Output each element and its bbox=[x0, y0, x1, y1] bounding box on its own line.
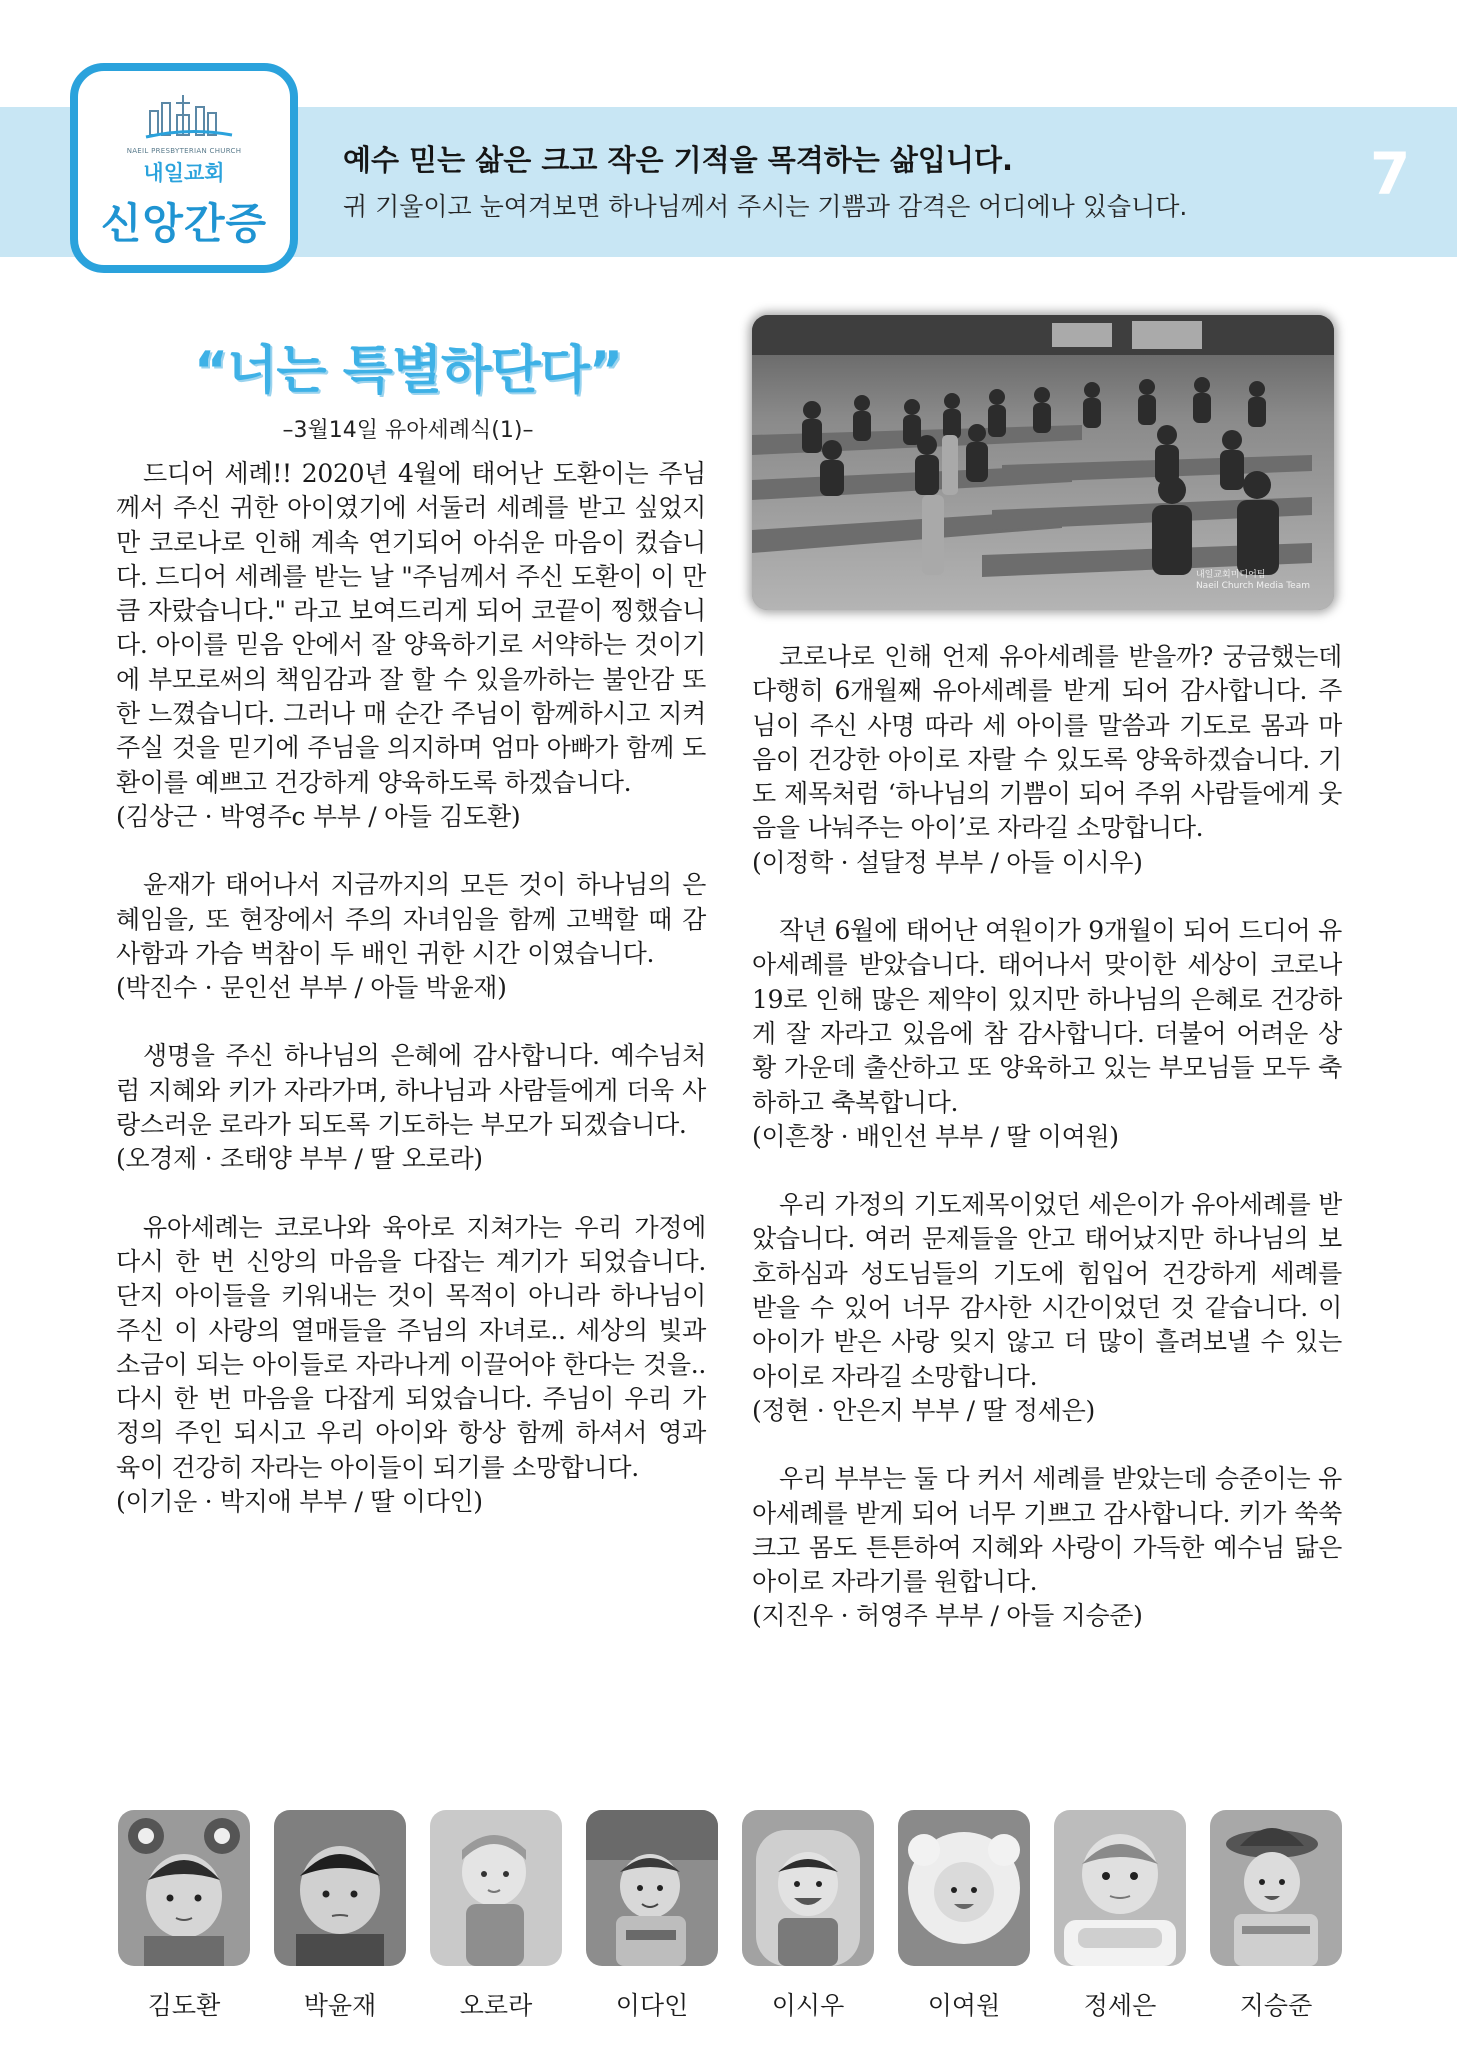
category-label: 신앙간증 bbox=[100, 199, 268, 248]
child-name: 정세은 bbox=[1083, 1991, 1157, 2020]
child-name: 오로라 bbox=[459, 1991, 533, 2020]
testimony-text: 유아세례는 코로나와 육아로 지쳐가는 우리 가정에 다시 한 번 신앙의 마음을 다잡는 계기가 되었습니다. 단지 아이들을 키워내는 것이 목적이 아니라 하나님이 주신 이 사랑의 열매들을 주님의 자녀로.. 세상의 빛과 소금이 되는 아이들로 자라나게 이끌어야 한다는 것을.. 다시 한 번 마음을 다잡게 되었습니다. 주님이 우리 가정의 주인 되시고 우리 아이와 항상 함께 하셔서 영과 육이 건강히 자라는 아이들이 되기를 소망합니다. bbox=[116, 1212, 706, 1482]
baptism-ceremony-photo bbox=[752, 315, 1334, 610]
photo-credit bbox=[1196, 570, 1310, 592]
testimony-signature: (정현 · 안은지 부부 / 딸 정세은) bbox=[752, 1395, 1095, 1425]
child-name: 이시우 bbox=[771, 1991, 845, 2020]
testimony-text: 우리 부부는 둘 다 커서 세례를 받았는데 승준이는 유아세례를 받게 되어 너무 기쁘고 감사합니다. 키가 쑥쑥 크고 몸도 튼튼하여 지혜와 사랑이 가득한 예수님 닮은 아이로 자라기를 원합니다. bbox=[752, 1464, 1342, 1597]
photo-credit-ko: 내일교회미디어팀 bbox=[1195, 570, 1266, 580]
testimony bbox=[752, 1188, 1342, 1428]
child-photo-5 bbox=[742, 1810, 874, 1966]
child-portrait-image bbox=[586, 1810, 718, 1966]
article-subtitle: –3월14일 유아세례식(1)– bbox=[282, 418, 534, 443]
testimony-signature: (이정학 · 설달정 부부 / 아들 이시우) bbox=[752, 847, 1143, 877]
child-portrait-image bbox=[274, 1810, 406, 1966]
child-photo-8 bbox=[1210, 1810, 1342, 1966]
page-number: 7 bbox=[1370, 140, 1411, 208]
child-photo-7 bbox=[1054, 1810, 1186, 1966]
testimony-signature: (박진수 · 문인선 부부 / 아들 박윤재) bbox=[116, 973, 507, 1003]
testimony-signature: (이기운 · 박지애 부부 / 딸 이다인) bbox=[116, 1487, 483, 1517]
testimony-text: 우리 가정의 기도제목이었던 세은이가 유아세례를 받았습니다. 여러 문제들을 안고 태어났지만 하나님의 보호하심과 성도님들의 기도에 힘입어 건강하게 세례를 받을 수 있어 너무 감사한 시간이었던 것 같습니다. 이 아이가 받은 사랑 잊지 않고 더 많이 흘려보낼 수 있는 아이로 자라길 소망합니다. bbox=[752, 1190, 1342, 1391]
testimony-signature: (오경제 · 조태양 부부 / 딸 오로라) bbox=[116, 1144, 483, 1174]
child-portrait-image bbox=[430, 1810, 562, 1966]
testimony bbox=[116, 1211, 706, 1520]
logo-name: 내일교회 bbox=[143, 161, 225, 185]
article-title: “너는 특별하단다” bbox=[193, 341, 623, 401]
child-portrait-image bbox=[1210, 1810, 1342, 1966]
testimony bbox=[116, 457, 706, 834]
child-name: 이여원 bbox=[927, 1991, 1001, 2020]
testimony-text: 작년 6월에 태어난 여원이가 9개월이 되어 드디어 유아세례를 받았습니다. 태어나서 맞이한 세상이 코로나19로 인해 많은 제약이 있지만 하나님의 은혜로 건강하게 잘 자라고 있음에 참 감사합니다. 더불어 어려운 상황 가운데 출산하고 또 양육하고 있는 부모님들 모두 축하하고 축복합니다. bbox=[752, 916, 1342, 1117]
child-photo-1 bbox=[118, 1810, 250, 1966]
child-portrait-image bbox=[118, 1810, 250, 1966]
child-portrait-image bbox=[898, 1810, 1030, 1966]
testimony-signature: (이흔창 · 배인선 부부 / 딸 이여원) bbox=[752, 1121, 1119, 1151]
photo-credit-en: Naeil Church Media Team bbox=[1195, 581, 1310, 591]
header-headline: 예수 믿는 삶은 크고 작은 기적을 목격하는 삶입니다. bbox=[343, 143, 1013, 177]
testimony bbox=[116, 1039, 706, 1176]
testimony bbox=[752, 640, 1342, 880]
child-photo-6 bbox=[898, 1810, 1030, 1966]
child-photo-4 bbox=[586, 1810, 718, 1966]
church-skyline-icon bbox=[144, 93, 234, 143]
testimony-text: 코로나로 인해 언제 유아세례를 받을까? 궁금했는데 다행히 6개월째 유아세례를 받게 되어 감사합니다. 주님이 주신 사명 따라 세 아이를 말씀과 기도로 몸과 마음이 건강한 아이로 자랄 수 있도록 양육하겠습니다. 기도 제목처럼 ‘하나님의 기쁨이 되어 주위 사람들에게 웃음을 나눠주는 아이’로 자라길 소망합니다. bbox=[752, 642, 1342, 843]
category-badge bbox=[70, 63, 298, 273]
child-name: 박윤재 bbox=[303, 1991, 377, 2020]
testimony-text: 윤재가 태어나서 지금까지의 모든 것이 하나님의 은혜임을, 또 현장에서 주의 자녀임을 함께 고백할 때 감사함과 가슴 벅참이 두 배인 귀한 시간 이였습니다. bbox=[116, 870, 706, 968]
testimony-text: 드디어 세례!! 2020년 4월에 태어난 도환이는 주님께서 주신 귀한 아이였기에 서둘러 세례를 받고 싶었지만 코로나로 인해 계속 연기되어 아쉬운 마음이 컸습니다. 드디어 세례를 받는 날 "주님께서 주신 도환이 이 만큼 자랐습니다." 라고 보여드리게 되어 코끝이 찡했습니다. 아이를 믿음 안에서 잘 양육하기로 서약하는 것이기에 부모로써의 책임감과 잘 할 수 있을까하는 불안감 또한 느꼈습니다. 그러나 매 순간 주님이 함께하시고 지켜주실 것을 믿기에 주님을 의지하며 엄마 아빠가 함께 도환이를 예쁘고 건강하게 양육하도록 하겠습니다. bbox=[116, 459, 706, 797]
church-interior-image bbox=[752, 315, 1334, 610]
testimony bbox=[752, 1462, 1342, 1633]
testimony-text: 생명을 주신 하나님의 은혜에 감사합니다. 예수님처럼 지혜와 키가 자라가며, 하나님과 사람들에게 더욱 사랑스러운 로라가 되도록 기도하는 부모가 되겠습니다. bbox=[116, 1041, 706, 1140]
child-portrait-image bbox=[1054, 1810, 1186, 1966]
right-column bbox=[752, 640, 1342, 1634]
child-photo-3 bbox=[430, 1810, 562, 1966]
logo-subtext: NAEIL PRESBYTERIAN CHURCH bbox=[126, 147, 242, 155]
child-name: 김도환 bbox=[147, 1991, 221, 2020]
header-subline: 귀 기울이고 눈여겨보면 하나님께서 주시는 기쁨과 감격은 어디에나 있습니다. bbox=[343, 192, 1188, 221]
testimony-signature: (지진우 · 허영주 부부 / 아들 지승준) bbox=[752, 1601, 1143, 1631]
testimony bbox=[116, 868, 706, 1005]
child-name: 지승준 bbox=[1239, 1991, 1313, 2020]
child-photo-2 bbox=[274, 1810, 406, 1966]
testimony-signature: (김상근 · 박영주c 부부 / 아들 김도환) bbox=[116, 801, 521, 831]
child-portrait-image bbox=[742, 1810, 874, 1966]
testimony bbox=[752, 914, 1342, 1154]
left-column bbox=[116, 457, 706, 1519]
child-name: 이다인 bbox=[615, 1991, 689, 2020]
